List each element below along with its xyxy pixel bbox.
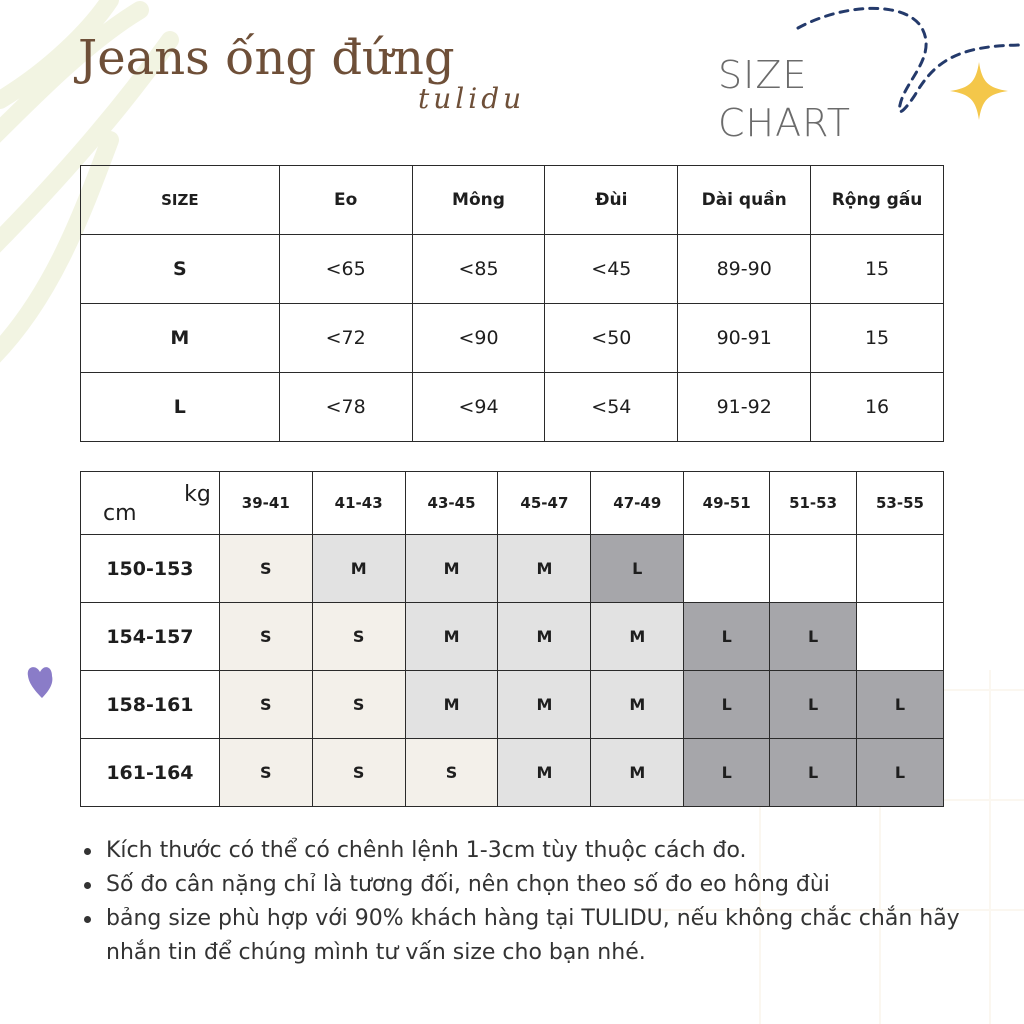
table-cell: 91-92 [678, 373, 811, 442]
size-label: L [81, 373, 280, 442]
header-waist: Eo [279, 166, 412, 235]
size-chart-label-line2: CHART [718, 101, 851, 145]
fit-cell: L [857, 739, 944, 807]
table-row [81, 304, 944, 373]
fit-cell: M [498, 535, 591, 603]
fit-cell: M [405, 671, 498, 739]
height-unit-label: cm [103, 501, 137, 526]
table-cell: <78 [279, 373, 412, 442]
fit-cell: L [684, 603, 770, 671]
table-cell: 90-91 [678, 304, 811, 373]
fit-cell: L [684, 739, 770, 807]
list-item [82, 902, 982, 970]
fit-cell: L [770, 603, 857, 671]
fit-cell: L [857, 671, 944, 739]
weight-header: 39-41 [219, 472, 312, 535]
weight-header: 43-45 [405, 472, 498, 535]
fit-cell: L [591, 535, 684, 603]
fit-cell [770, 535, 857, 603]
fit-cell: M [591, 603, 684, 671]
fit-cell [857, 603, 944, 671]
table-cell: 89-90 [678, 235, 811, 304]
table-cell: <85 [412, 235, 545, 304]
table-cell: <94 [412, 373, 545, 442]
table-row [81, 603, 944, 671]
fit-cell: M [312, 535, 405, 603]
list-item [82, 834, 982, 868]
note-text: Số đo cân nặng chỉ là tương đối, nên chọn theo số đo eo hông đùi [106, 872, 830, 897]
fit-cell: S [219, 671, 312, 739]
height-label: 161-164 [81, 739, 220, 807]
fit-cell: M [405, 535, 498, 603]
table-row [81, 671, 944, 739]
page-title: Jeans ống đứng [78, 30, 455, 86]
bullet-icon [84, 848, 91, 855]
table-cell: 15 [811, 235, 944, 304]
size-label: M [81, 304, 280, 373]
heart-icon [0, 0, 60, 720]
bullet-icon [84, 916, 91, 923]
weight-header: 53-55 [857, 472, 944, 535]
fit-cell: S [312, 603, 405, 671]
table-cell: <72 [279, 304, 412, 373]
height-weight-fit-table [80, 471, 944, 807]
fit-table-header-row [81, 472, 944, 535]
fit-cell: S [405, 739, 498, 807]
weight-header: 41-43 [312, 472, 405, 535]
table-cell: <54 [545, 373, 678, 442]
size-measurement-table [80, 165, 944, 442]
fit-cell [684, 535, 770, 603]
height-label: 158-161 [81, 671, 220, 739]
weight-header: 51-53 [770, 472, 857, 535]
brand-name: tulidu [418, 82, 526, 115]
table-row [81, 373, 944, 442]
corner-cell [81, 472, 220, 535]
notes-list [82, 834, 982, 970]
height-label: 150-153 [81, 535, 220, 603]
fit-cell: M [498, 671, 591, 739]
note-text: Kích thước có thể có chênh lệnh 1-3cm tùy thuộc cách đo. [106, 838, 747, 863]
fit-cell: S [312, 671, 405, 739]
fit-cell: S [219, 603, 312, 671]
table-cell: <45 [545, 235, 678, 304]
table-cell: <50 [545, 304, 678, 373]
fit-cell: M [591, 739, 684, 807]
table-row [81, 535, 944, 603]
size-table-header-row [81, 166, 944, 235]
fit-cell: M [498, 603, 591, 671]
fit-cell: M [591, 671, 684, 739]
sparkle-star-icon [0, 0, 1024, 160]
fit-cell: S [219, 739, 312, 807]
fit-cell: S [312, 739, 405, 807]
header-size: SIZE [81, 166, 280, 235]
weight-header: 47-49 [591, 472, 684, 535]
header-hem-width: Rộng gấu [811, 166, 944, 235]
fit-cell [857, 535, 944, 603]
weight-header: 49-51 [684, 472, 770, 535]
fit-cell: S [219, 535, 312, 603]
weight-unit-label: kg [184, 482, 211, 507]
fit-cell: L [770, 671, 857, 739]
list-item [82, 868, 982, 902]
table-cell: <90 [412, 304, 545, 373]
fit-cell: M [405, 603, 498, 671]
size-label: S [81, 235, 280, 304]
note-text: bảng size phù hợp với 90% khách hàng tại TULIDU, nếu không chắc chắn hãy nhắn tin để chúng mình tư vấn size cho bạn nhé. [106, 906, 960, 965]
table-cell: 15 [811, 304, 944, 373]
table-cell: 16 [811, 373, 944, 442]
fit-cell: M [498, 739, 591, 807]
weight-header: 45-47 [498, 472, 591, 535]
fit-cell: L [684, 671, 770, 739]
bullet-icon [84, 882, 91, 889]
height-label: 154-157 [81, 603, 220, 671]
header-length: Dài quần [678, 166, 811, 235]
header-hip: Mông [412, 166, 545, 235]
table-row [81, 739, 944, 807]
table-row [81, 235, 944, 304]
header-thigh: Đùi [545, 166, 678, 235]
table-cell: <65 [279, 235, 412, 304]
size-chart-label-line1: SIZE [718, 53, 808, 97]
fit-cell: L [770, 739, 857, 807]
